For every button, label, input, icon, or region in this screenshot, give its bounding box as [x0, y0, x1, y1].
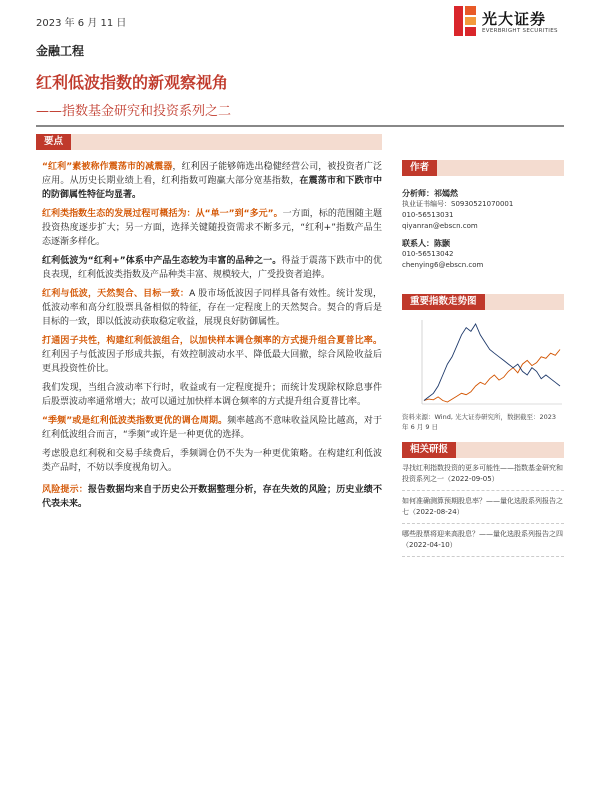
- chart-heading: 重要指数走势图: [402, 294, 485, 310]
- chart-section-bar: [402, 294, 564, 310]
- highlight-text: “季频”或是红利低波类指数更优的调仓周期。: [42, 416, 228, 426]
- brand-mark-icon: [454, 6, 476, 36]
- related-reports: [402, 460, 564, 559]
- report-title: 红利低波指数的新观察视角: [36, 73, 229, 92]
- summary-paragraph: [42, 254, 382, 282]
- summary-paragraph: [42, 334, 382, 376]
- brand-name-en: EVERBRIGHT SECURITIES: [482, 28, 558, 34]
- report-subtitle: ——指数基金研究和投资系列之二: [36, 104, 232, 119]
- summary-paragraph: [42, 207, 382, 249]
- contact-name: 联系人：陈颢: [402, 239, 450, 248]
- highlight-text: 打通因子共性，构建红利低波组合，以加快样本调仓频率的方式提升组合夏普比率。: [42, 336, 382, 346]
- index-trend-chart: [402, 312, 564, 412]
- body-text: A 股市场低波因子同样具备有效性。统计发现，低波动率和高分红股票具备相似的特征，存在一定程度上的天然契合。契合的背后是目标的一致，即以低波动获取稳定收益，展现良好防御属性。: [42, 289, 382, 327]
- summary-section-bar: [36, 134, 382, 150]
- related-heading: 相关研报: [402, 442, 456, 458]
- summary-paragraph: [42, 287, 382, 329]
- highlight-text: 红利与低波，天然契合、目标一致：: [42, 289, 190, 299]
- related-report-link[interactable]: 哪些股票将迎来高股息？——量化选股系列报告之四（2022-04-10）: [402, 526, 564, 557]
- author-info: [402, 188, 564, 271]
- brand-logo: [454, 6, 574, 40]
- brand-name-cn: 光大证券: [482, 10, 547, 28]
- analyst-name: 分析师：祁嫣然: [402, 189, 458, 198]
- body-text: 红利因子与低波因子形成共振，有效控制波动水平、降低最大回撤，综合风险收益后更具投资性价比。: [42, 350, 382, 374]
- related-section-bar: [402, 442, 564, 458]
- body-text: ，红利因子能够筛选出稳健经营公司，被投资者广泛应用。从历史长期业绩上看，红利指数可跑赢大部分宽基指数，: [42, 162, 382, 186]
- bold-text: 红利低波为“红利+”体系中产品生态较为丰富的品种之一。: [42, 256, 282, 266]
- body-text: 一方面，标的范围随主题投资热度逐步扩大；另一方面，选择关键随投资需求不断多元，“红利+”指数产品生态逐渐多样化。: [42, 209, 382, 247]
- body-text: 得益于震荡下跌市中的优良表现，红利低波类指数及产品种类丰富、规模较大，广受投资者追捧。: [42, 256, 382, 280]
- bold-text: 在震荡市和下跌市中的防御属性特征均显著。: [42, 176, 382, 200]
- summary-paragraph: 考虑股息红利税和交易手续费后，季频调仓仍不失为一种更优策略。在构建红利低波类产品时，不妨以季度视角切入。: [42, 449, 382, 473]
- summary-paragraph: 我们发现，当组合波动率下行时，收益或有一定程度提升；而统计发现除权除息事件后股票波动率通常增大；故可以通过加快样本调仓频率的方式提升组合夏普比率。: [42, 383, 382, 407]
- series-line-2: [424, 324, 560, 401]
- risk-warning: [42, 483, 382, 511]
- author-section-bar: [402, 160, 564, 176]
- analyst-phone: 010-56513031: [402, 211, 454, 219]
- highlight-text: 红利类指数生态的发展过程可概括为：从“单一”到“多元”。: [42, 209, 283, 219]
- license-number: 执业证书编号：S0930521070001: [402, 200, 514, 208]
- chart-source-note: 资料来源：Wind, 光大证券研究所，数据截至：2023 年 6 月 9 日: [402, 413, 557, 431]
- analyst-email[interactable]: qiyanran@ebscn.com: [402, 222, 478, 230]
- risk-text: 报告数据均来自于历史公开数据整理分析，存在失效的风险；历史业绩不代表未来。: [42, 485, 382, 509]
- contact-phone: 010-56513042: [402, 250, 454, 258]
- body-text: 频率越高不意味收益风险比越高，对于红利低波组合而言，“季频”或许是一种更优的选择。: [42, 416, 382, 440]
- summary-paragraph: [42, 160, 382, 202]
- highlight-text: “红利”素被称作震荡市的减震器: [42, 162, 173, 172]
- summary-body: [42, 160, 382, 516]
- header-divider: [36, 125, 564, 127]
- summary-paragraph: [42, 414, 382, 442]
- summary-heading: 要点: [36, 134, 71, 150]
- related-report-link[interactable]: 如何准确测算预期股息率？——量化选股系列报告之七（2022-08-24）: [402, 493, 564, 524]
- report-category: 金融工程: [36, 44, 85, 58]
- report-date: 2023 年 6 月 11 日: [36, 18, 127, 29]
- author-heading: 作者: [402, 160, 437, 176]
- contact-email[interactable]: chenying6@ebscn.com: [402, 261, 484, 269]
- risk-label: 风险提示：: [42, 485, 88, 495]
- related-report-link[interactable]: 寻找红利指数投资的更多可能性——指数基金研究和投资系列之一（2022-09-05）: [402, 460, 564, 491]
